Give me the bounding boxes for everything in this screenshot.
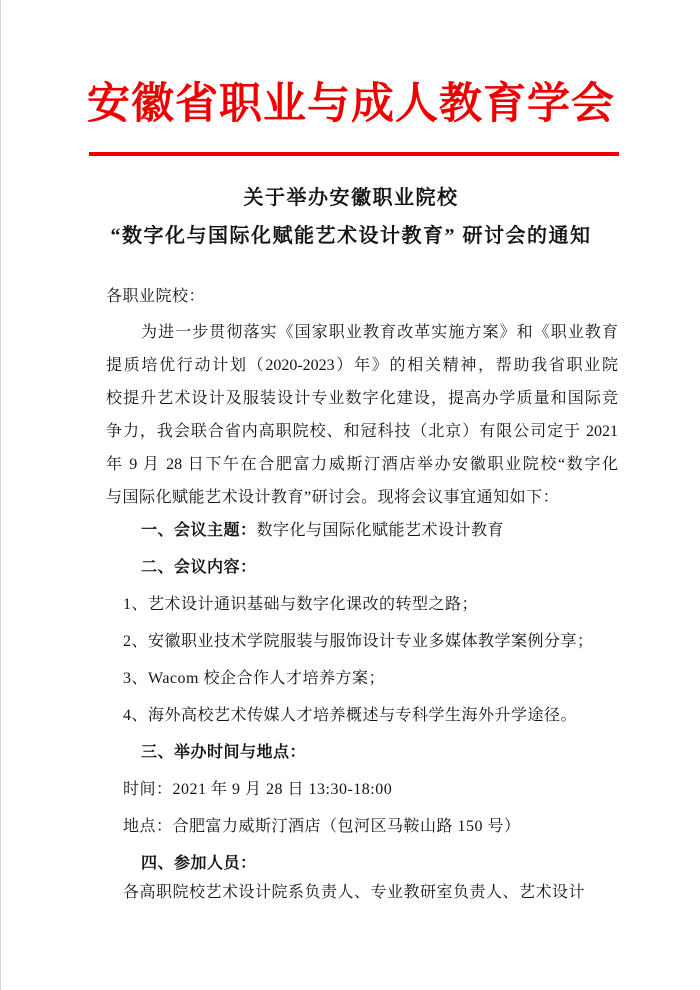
letterhead-divider [89,152,619,156]
event-venue: 地点：合肥富力威斯汀酒店（包河区马鞍山路 150 号） [123,818,521,835]
agenda-item-1: 1、艺术设计通识基础与数字化课改的转型之路； [123,596,479,613]
notice-title-line1: 关于举办安徽职业院校 [243,187,459,209]
section-1-topic: 数字化与国际化赋能艺术设计教育 [256,522,505,539]
section-1-label: 一、会议主题： [141,522,257,539]
section-3-heading: 三、举办时间与地点： [141,744,307,761]
participants-line: 各高职院校艺术设计院系负责人、专业教研室负责人、艺术设计 [123,884,586,901]
salutation: 各职业院校： [106,288,206,305]
paragraph-line-4: 争力，我会联合省内高职院校、和冠科技（北京）有限公司定于 2021 [106,423,618,440]
paragraph-line-2: 提质培优行动计划（2020-2023）年》的相关精神，帮助我省职业院 [106,357,618,374]
agenda-item-2: 2、安徽职业技术学院服装与服饰设计专业多媒体教学案例分享； [123,633,594,650]
letterhead-org-name: 安徽省职业与成人教育学会 [87,80,615,128]
paragraph-line-3: 校提升艺术设计及服装设计专业数字化建设，提高办学质量和国际竞 [106,390,618,407]
paragraph-line-1: 为进一步贯彻落实《国家职业教育改革实施方案》和《职业教育 [141,324,618,341]
notice-title [1,179,700,255]
agenda-item-4: 4、海外高校艺术传媒人才培养概述与专科学生海外升学途径。 [123,707,578,724]
paragraph-line-5: 年 9 月 28 日下午在合肥富力威斯汀酒店举办安徽职业院校“数字化 [106,456,618,473]
agenda-item-3: 3、Wacom 校企合作人才培养方案； [123,670,385,687]
section-4-heading: 四、参加人员： [141,855,257,872]
notice-body [106,280,618,909]
section-1-heading [106,514,618,547]
notice-title-line2: “数字化与国际化赋能艺术设计教育” 研讨会的通知 [110,225,592,247]
paragraph-line-6: 与国际化赋能艺术设计教育”研讨会。现将会议事宜通知如下： [106,489,560,506]
section-2-heading: 二、会议内容： [141,559,257,576]
event-time: 时间：2021 年 9 月 28 日 13:30-18:00 [123,781,393,798]
